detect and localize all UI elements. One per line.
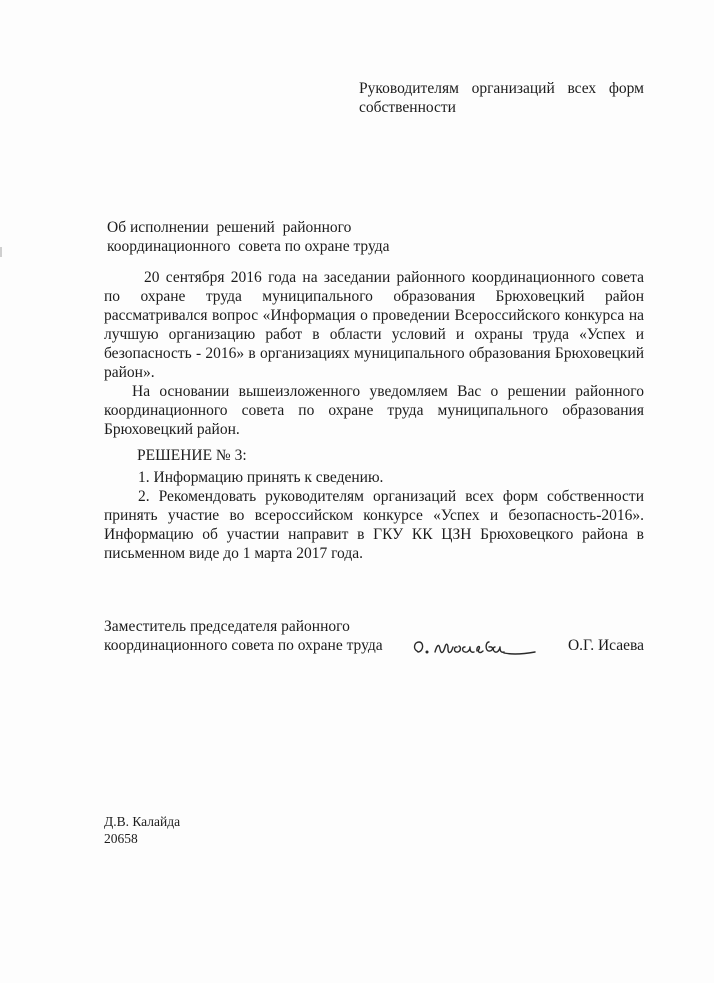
signatory-name: О.Г. Исаева bbox=[567, 637, 644, 654]
body-paragraph-2: На основании вышеизложенного уведомляем Вас о решении районного координационного совета по охране труда муниципального образования Брюховецкий район. bbox=[104, 383, 644, 438]
signature-block bbox=[104, 617, 644, 661]
addressee-line-1 bbox=[359, 79, 644, 98]
scan-artifact bbox=[0, 247, 2, 257]
addressee-word: форм bbox=[608, 80, 644, 97]
addressee-word: организаций bbox=[471, 80, 555, 97]
addressee-word: всех bbox=[567, 80, 597, 97]
body-text bbox=[104, 268, 644, 439]
addressee-line-2: собственности bbox=[359, 99, 456, 116]
subject-block bbox=[107, 218, 427, 256]
signatory-position-line-2: координационного совета по охране труда bbox=[104, 637, 383, 654]
decision-item-1: 1. Информацию принять к сведению. bbox=[138, 469, 384, 486]
decision-item-2: 2. Рекомендовать руководителям организаций всех форм собственности принять участие во всероссийском конкурсе «Успех и безопасность-2016». Информацию об участии направит в ГКУ КК ЦЗН Брюховецкого района в письменном виде до 1 марта 2017 года. bbox=[104, 488, 644, 562]
subject-line-2: координационного совета по охране труда bbox=[107, 238, 390, 255]
addressee-block bbox=[359, 79, 644, 117]
addressee-word: Руководителям bbox=[359, 80, 459, 97]
decision-title: РЕШЕНИЕ № 3: bbox=[137, 447, 247, 464]
executor-block bbox=[104, 813, 180, 847]
decision-block bbox=[104, 446, 644, 563]
subject-line-1: Об исполнении решений районного bbox=[107, 219, 352, 236]
signatory-position-line-1: Заместитель председателя районного bbox=[104, 618, 350, 635]
handwritten-signature bbox=[409, 625, 539, 665]
executor-phone: 20658 bbox=[104, 831, 138, 846]
executor-name: Д.В. Калайда bbox=[104, 814, 181, 829]
body-paragraph-1: 20 сентября 2016 года на заседании районного координационного совета по охране труда муниципального образования Брюховецкий район рассматривался вопрос «Информация о проведении Всероссийского конкурса на лучшую организацию работ в области условий и охраны труда «Успех и безопасность - 2016» в организациях муниципального образования Брюховецкий район». bbox=[104, 269, 644, 381]
